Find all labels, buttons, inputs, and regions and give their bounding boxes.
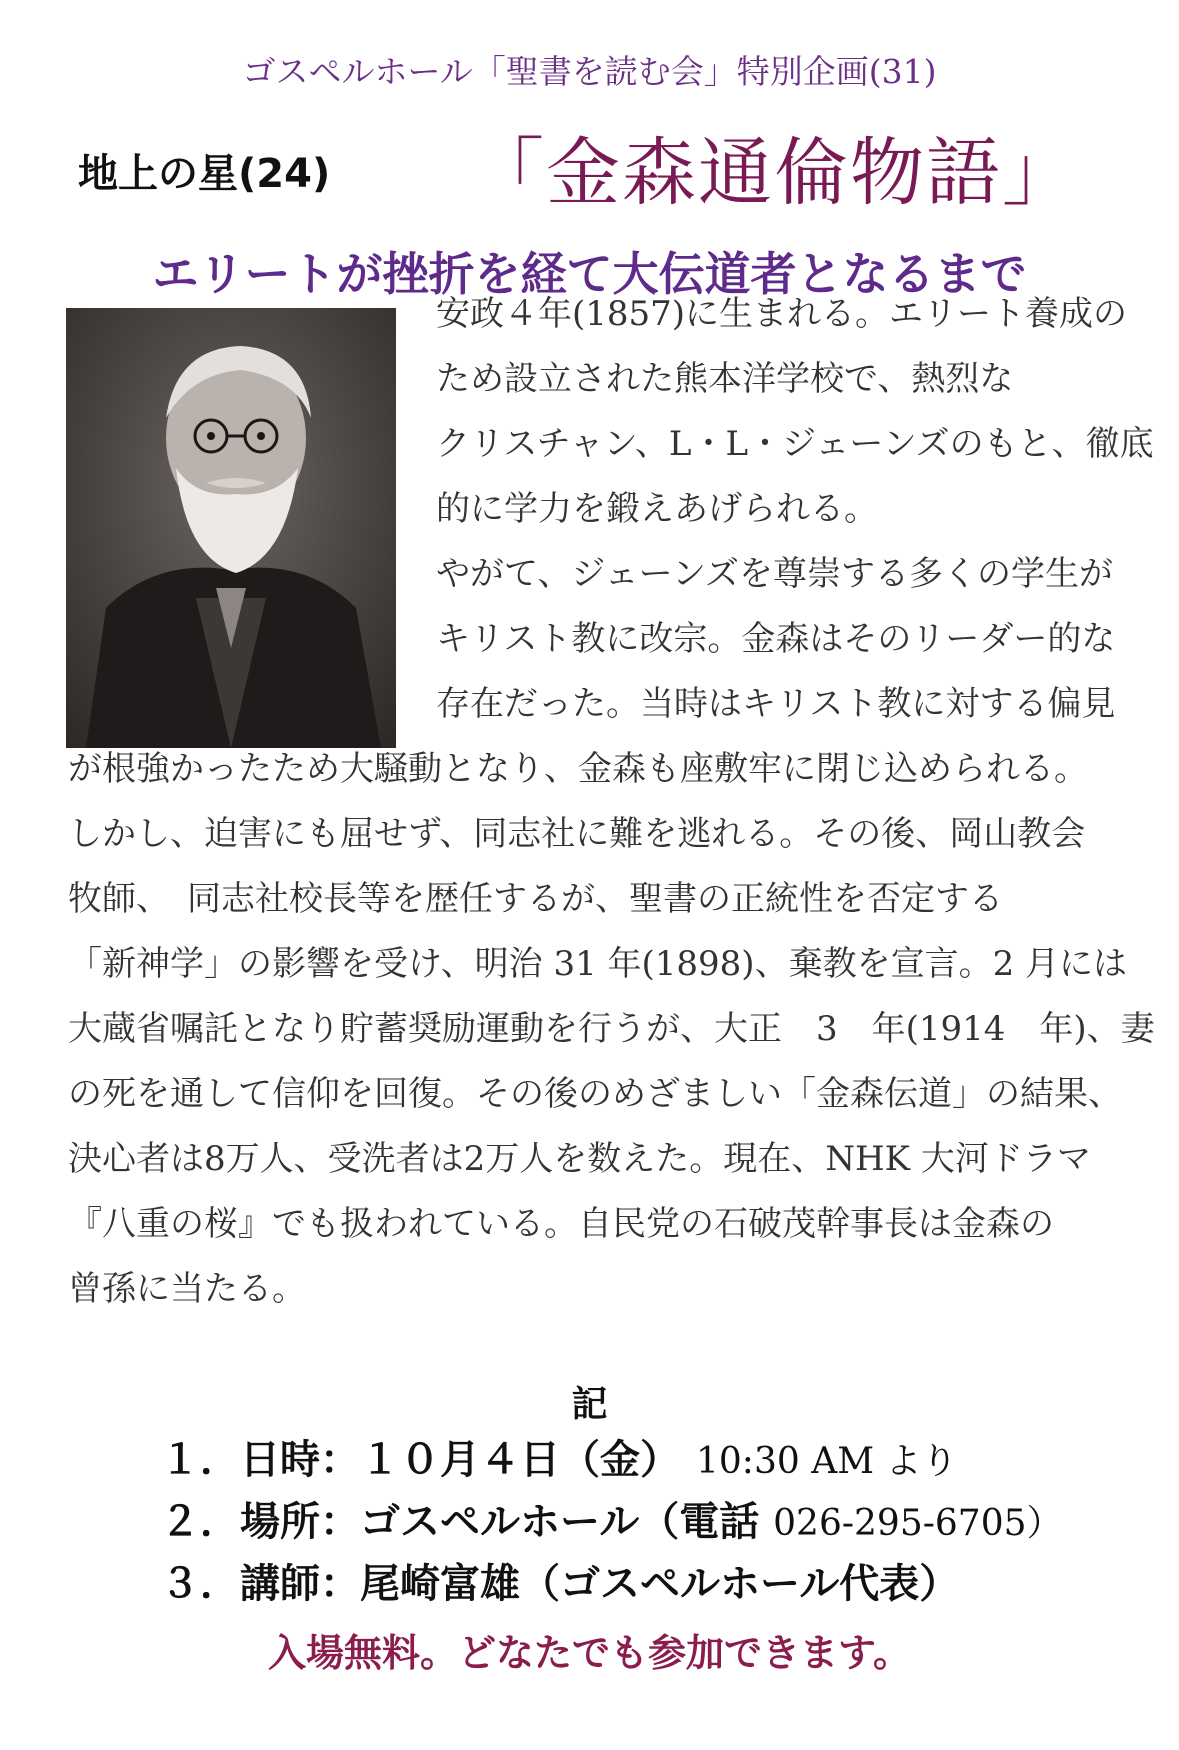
- detail-label: ２．場所：ゴスペルホール（電話: [160, 1498, 774, 1545]
- body-line: が根強かったため大騒動となり、金森も座敷牢に閉じ込められる。: [68, 749, 1088, 789]
- detail-datetime: [160, 1428, 958, 1485]
- body-line: 存在だった。当時はキリスト教に対する偏見: [436, 684, 1116, 724]
- detail-time: 10:30 AM より: [660, 1441, 958, 1482]
- detail-place: [160, 1490, 1063, 1547]
- notice-heading: 記: [571, 1383, 608, 1425]
- free-admission-note: 入場無料。どなたでも参加できます。: [268, 1630, 911, 1675]
- body-line: 的に学力を鍛えあげられる。: [436, 489, 878, 529]
- body-line: クリスチャン、L・L・ジェーンズのもと、徹底: [436, 424, 1154, 464]
- body-line: 『八重の桜』でも扱われている。自民党の石破茂幹事長は金森の: [68, 1204, 1054, 1244]
- series-label: 地上の星(24): [78, 151, 331, 197]
- body-line: 「新神学」の影響を受け、明治 31 年(1898)、棄教を宣言。2 月には: [68, 944, 1128, 984]
- body-line: 決心者は8万人、受洗者は2万人を数えた。現在、NHK 大河ドラマ: [68, 1139, 1091, 1179]
- body-line: キリスト教に改宗。金森はそのリーダー的な: [436, 619, 1116, 659]
- detail-speaker: [160, 1552, 959, 1609]
- body-line: ため設立された熊本洋学校で、熱烈な: [436, 359, 1014, 399]
- detail-label: ３．講師：尾崎富雄（ゴスペルホール代表）: [160, 1560, 960, 1607]
- detail-phone: 026-295-6705）: [773, 1503, 1063, 1544]
- body-line: しかし、迫害にも屈せず、同志社に難を逃れる。その後、岡山教会: [68, 814, 1086, 854]
- body-line: の死を通して信仰を回復。その後のめざましい「金森伝道」の結果、: [68, 1074, 1122, 1114]
- body-line: やがて、ジェーンズを尊崇する多くの学生が: [436, 554, 1113, 594]
- portrait-photo: [66, 308, 396, 748]
- detail-label: １．日時：１０月４日（金）: [160, 1436, 660, 1483]
- body-line: 大蔵省嘱託となり貯蓄奨励運動を行うが、大正 3 年(1914 年)、妻: [68, 1009, 1155, 1049]
- body-line: 曾孫に当たる。: [68, 1269, 306, 1309]
- event-series-header: ゴスペルホール「聖書を読む会」特別企画(31): [242, 52, 937, 91]
- subtitle: エリートが挫折を経て大伝道者となるまで: [152, 247, 1027, 301]
- body-line: 安政４年(1857)に生まれる。エリート養成の: [436, 294, 1128, 334]
- main-title: 「金森通倫物語」: [470, 130, 1078, 216]
- body-line: 牧師、 同志社校長等を歴任するが、聖書の正統性を否定する: [68, 879, 1003, 919]
